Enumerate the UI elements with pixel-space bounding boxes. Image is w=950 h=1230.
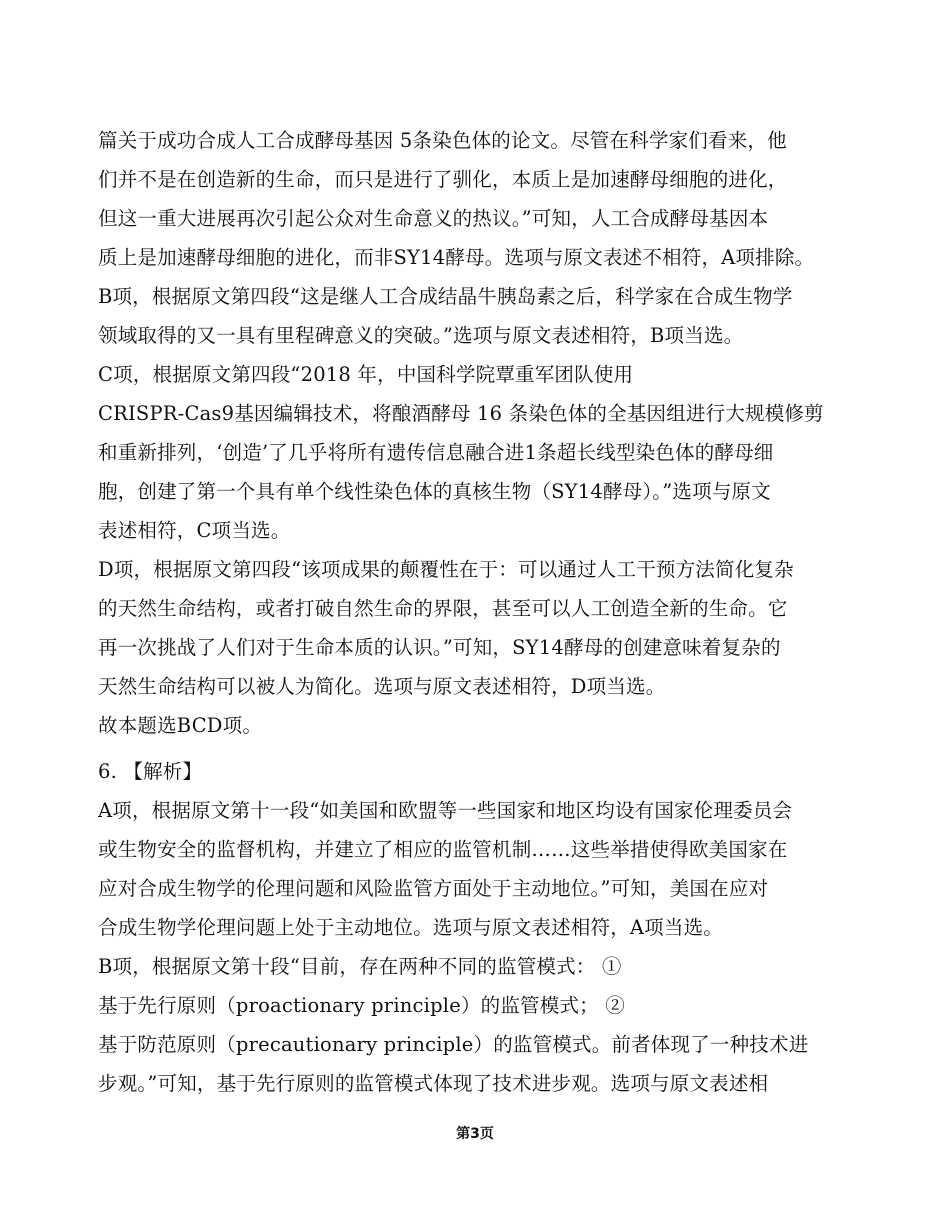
text-line: 步观。”可知，基于先行原则的监管模式体现了技术进步观。选项与原文表述相	[98, 1072, 769, 1095]
text-line: D项，根据原文第四段“该项成果的颠覆性在于：可以通过人工干预方法简化复杂	[98, 558, 794, 581]
text-line: A项，根据原文第十一段“如美国和欧盟等一些国家和地区均设有国家伦理委员会	[98, 799, 793, 822]
text-line: 故本题选BCD项。	[98, 714, 263, 737]
text-line: 质上是加速酵母细胞的进化，而非SY14酵母。选项与原文表述不相符，A项排除。	[98, 246, 815, 269]
text-line: 和重新排列，‘创造’了几乎将所有遗传信息融合进1条超长线型染色体的酵母细	[98, 441, 774, 464]
text-line: B项，根据原文第十段“目前，存在两种不同的监管模式： ①	[98, 955, 622, 978]
text-line: 的天然生命结构，或者打破自然生命的界限，甚至可以人工创造全新的生命。它	[98, 597, 788, 620]
text-line: 天然生命结构可以被人为简化。选项与原文表述相符，D项当选。	[98, 675, 666, 698]
text-line: B项，根据原文第四段“这是继人工合成结晶牛胰岛素之后，科学家在合成生物学	[98, 285, 793, 308]
question-heading: 6. 【解析】	[98, 760, 203, 783]
text-line: 表述相符，C项当选。	[98, 519, 291, 542]
text-line: CRISPR-Cas9基因编辑技术，将酿酒酵母 16 条染色体的全基因组进行大规模修剪	[98, 402, 824, 425]
text-line: 应对合成生物学的伦理问题和风险监管方面处于主动地位。”可知，美国在应对	[98, 877, 769, 900]
text-line: 篇关于成功合成人工合成酵母基因 5条染色体的论文。尽管在科学家们看来，他	[98, 129, 787, 152]
text-line: 基于防范原则（precautionary principle）的监管模式。前者体现了一种技术进	[98, 1033, 809, 1056]
text-line: 再一次挑战了人们对于生命本质的认识。”可知，SY14酵母的创建意味着复杂的	[98, 636, 781, 659]
page-number: 第3页	[456, 1126, 494, 1142]
text-line: 领域取得的又一具有里程碑意义的突破。”选项与原文表述相符，B项当选。	[98, 324, 744, 347]
text-line: C项，根据原文第四段“2018 年，中国科学院覃重军团队使用	[98, 363, 634, 386]
text-line: 们并不是在创造新的生命，而只是进行了驯化，本质上是加速酵母细胞的进化，	[98, 168, 788, 191]
text-line: 基于先行原则（proactionary principle）的监管模式； ②	[98, 994, 625, 1017]
text-line: 合成生物学伦理问题上处于主动地位。选项与原文表述相符，A项当选。	[98, 916, 723, 939]
text-line: 但这一重大进展再次引起公众对生命意义的热议。”可知，人工合成酵母基因本	[98, 207, 769, 230]
text-line: 或生物安全的监督机构，并建立了相应的监管机制……这些举措使得欧美国家在	[98, 838, 788, 861]
text-line: 胞，创建了第一个具有单个线性染色体的真核生物（SY14酵母）。”选项与原文	[98, 480, 771, 503]
